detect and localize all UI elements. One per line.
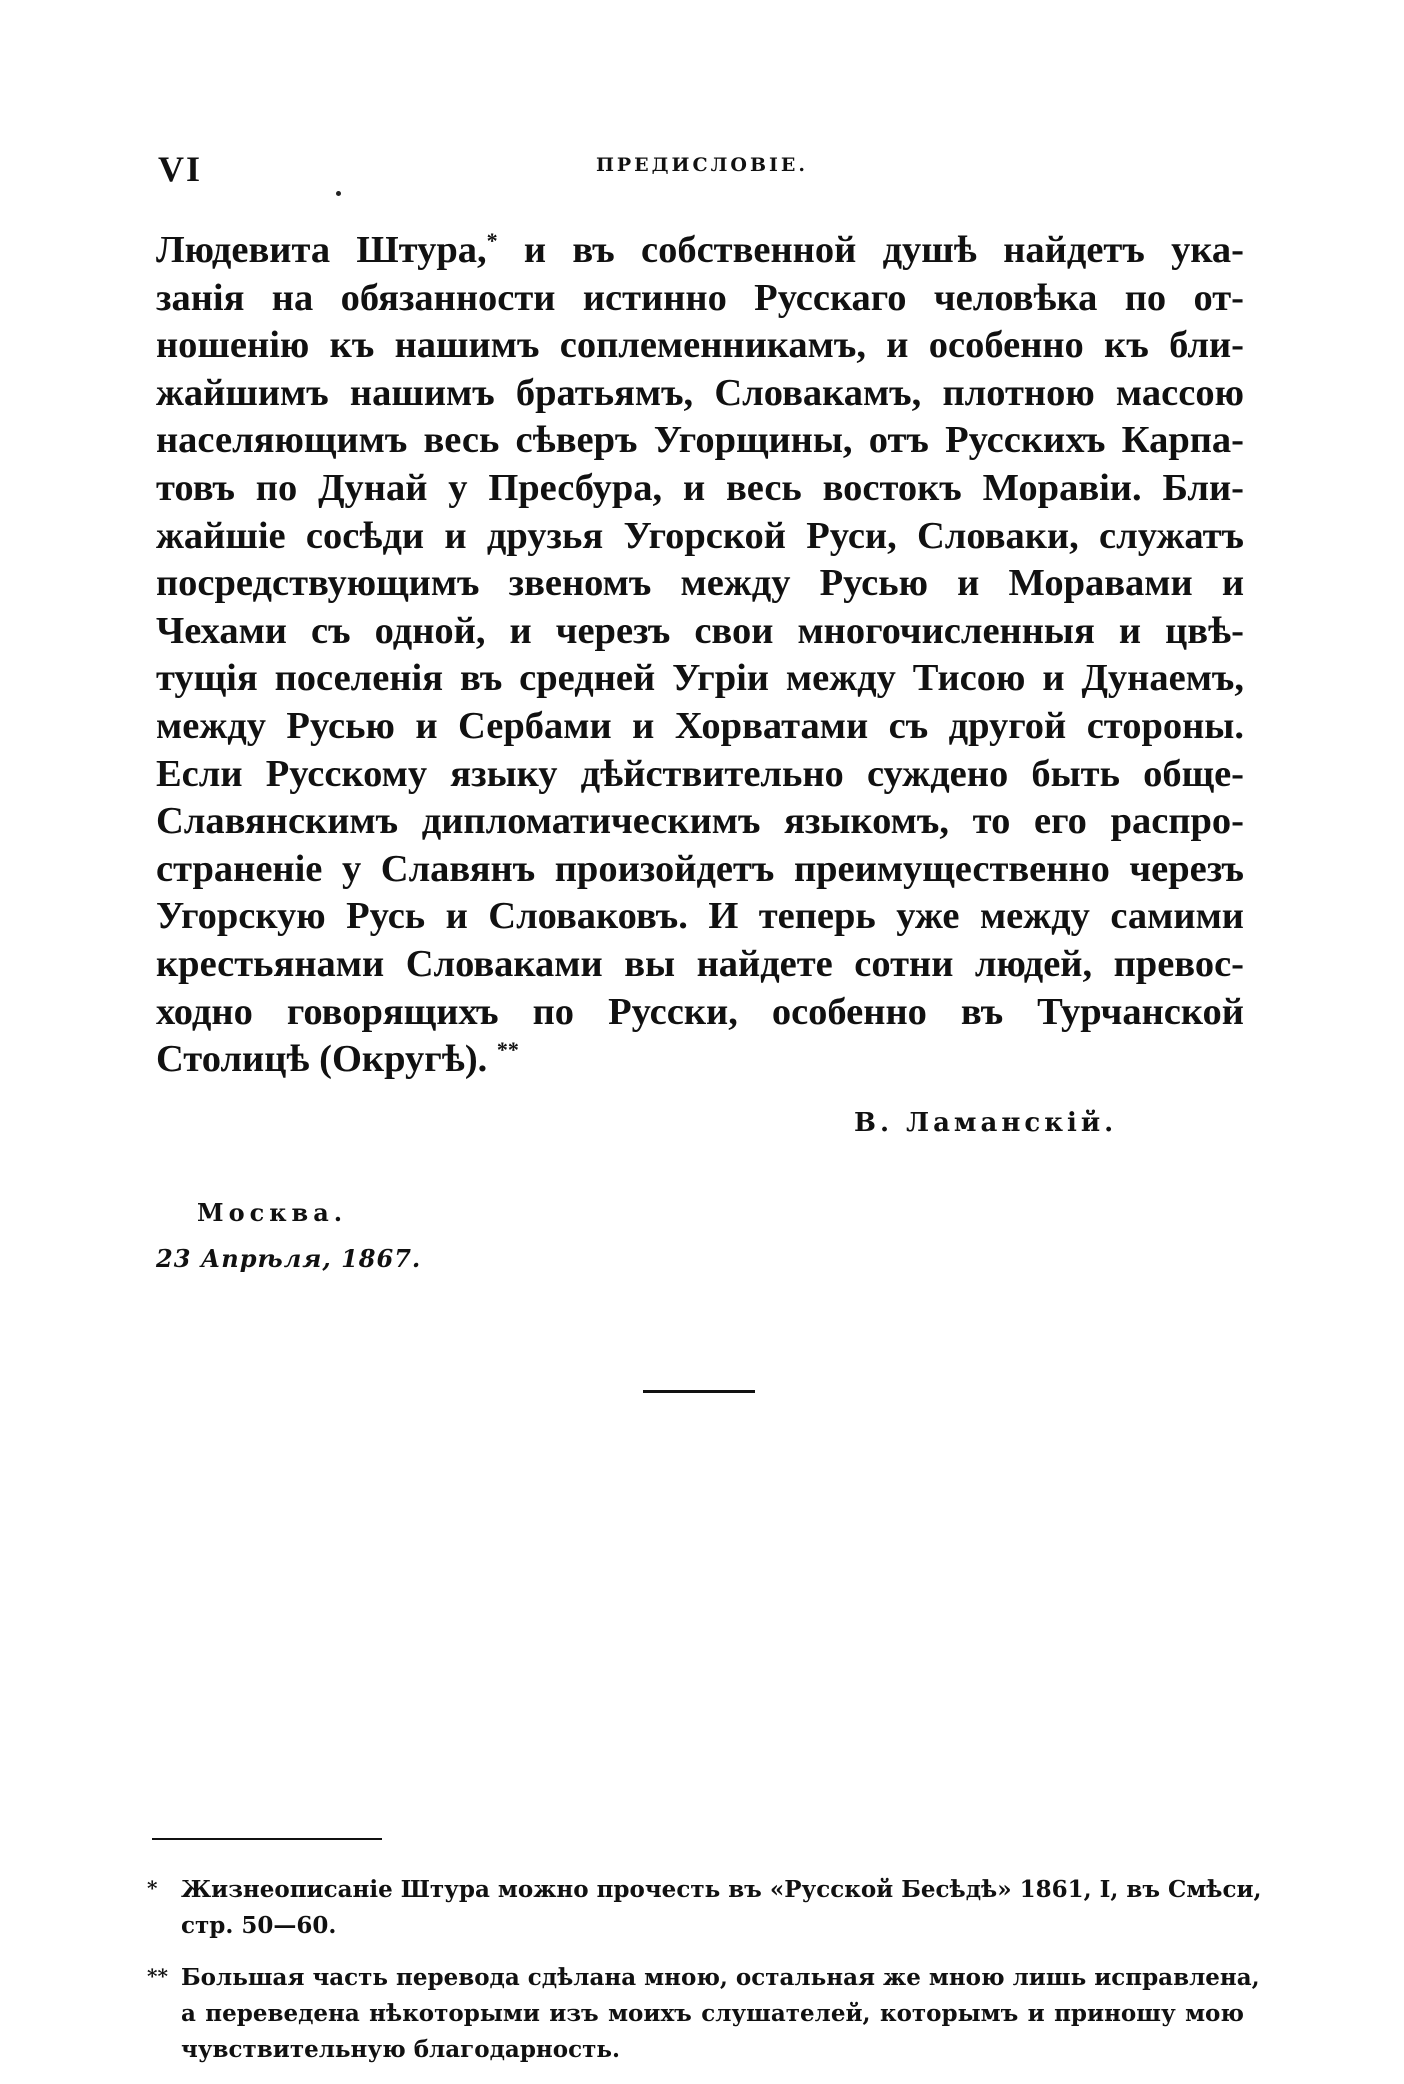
text-line: страненіе у Славянъ произойдетъ преимущественно черезъ — [156, 847, 1244, 890]
text-line: Столицѣ (Округѣ). ** — [156, 1037, 519, 1081]
text-line: населяющимъ весь сѣверъ Угорщины, отъ Русскихъ Карпа- — [156, 419, 1244, 462]
text-line: тущія поселенія въ средней Угріи между Тисою и Дунаемъ, — [156, 657, 1244, 700]
footnote-line: чувствительную благодарность. — [181, 2036, 620, 2063]
text-line: Чехами съ одной, и черезъ свои многочисленныя и цвѣ- — [156, 609, 1244, 652]
text-line: Угорскую Русь и Словаковъ. И теперь уже между самими — [156, 895, 1244, 938]
section-divider — [643, 1390, 755, 1393]
footnote-1 — [147, 1872, 1262, 1944]
footnote-line: Большая часть перевода сдѣлана мною, остальная же мною лишь исправлена, — [181, 1964, 1260, 1991]
author-signature: В. Ламанскій. — [854, 1108, 1118, 1138]
footnote-divider — [152, 1838, 382, 1840]
footnote-line: стр. 50—60. — [181, 1912, 337, 1939]
footnote-marker-1: * — [486, 228, 498, 253]
text-line: крестьянами Словаками вы найдете сотни людей, превос- — [156, 942, 1244, 985]
footnote-2 — [147, 1960, 1260, 2068]
footnote-line: а переведена нѣкоторыми изъ моихъ слушателей, которымъ и приношу мою — [181, 2000, 1244, 2027]
text-line: товъ по Дунай у Пресбура, и весь востокъ Моравіи. Бли- — [156, 466, 1244, 509]
text-line: ношенію къ нашимъ соплеменникамъ, и особенно къ бли- — [156, 324, 1244, 367]
text-line: посредствующимъ звеномъ между Русью и Моравами и — [156, 562, 1244, 605]
print-speck — [336, 191, 341, 196]
text-line: жайшіе сосѣди и друзья Угорской Руси, Словаки, служатъ — [156, 514, 1244, 557]
footnote-line: Жизнеописаніе Штура можно прочесть въ «Русской Бесѣдѣ» 1861, I, въ Смѣси, — [181, 1876, 1262, 1903]
footnote-mark: ** — [147, 1964, 168, 1988]
page-number: VI — [158, 149, 203, 189]
running-title: ПРЕДИСЛОВІЕ. — [595, 154, 809, 176]
text-line: между Русью и Сербами и Хорватами съ другой стороны. — [156, 704, 1244, 747]
place: Москва. — [197, 1198, 348, 1227]
text-line: Если Русскому языку дѣйствительно суждено быть обще- — [156, 752, 1244, 795]
text-line: ходно говорящихъ по Русски, особенно въ Турчанской — [156, 990, 1244, 1033]
main-text — [156, 227, 1244, 1084]
footnotes — [147, 1872, 1262, 2084]
footnote-marker-2: ** — [496, 1037, 519, 1063]
footnote-mark: * — [147, 1876, 158, 1900]
text-line: жайшимъ нашимъ братьямъ, Словакамъ, плотною массою — [156, 371, 1244, 414]
text-line: занія на обязанности истинно Русскаго человѣка по от- — [156, 276, 1244, 319]
text-line: Славянскимъ дипломатическимъ языкомъ, то его распро- — [156, 800, 1244, 843]
date: 23 Апрѣля, 1867. — [156, 1244, 422, 1273]
text-line: Людевита Штура,* и въ собственной душѣ найдетъ ука- — [156, 228, 1244, 271]
